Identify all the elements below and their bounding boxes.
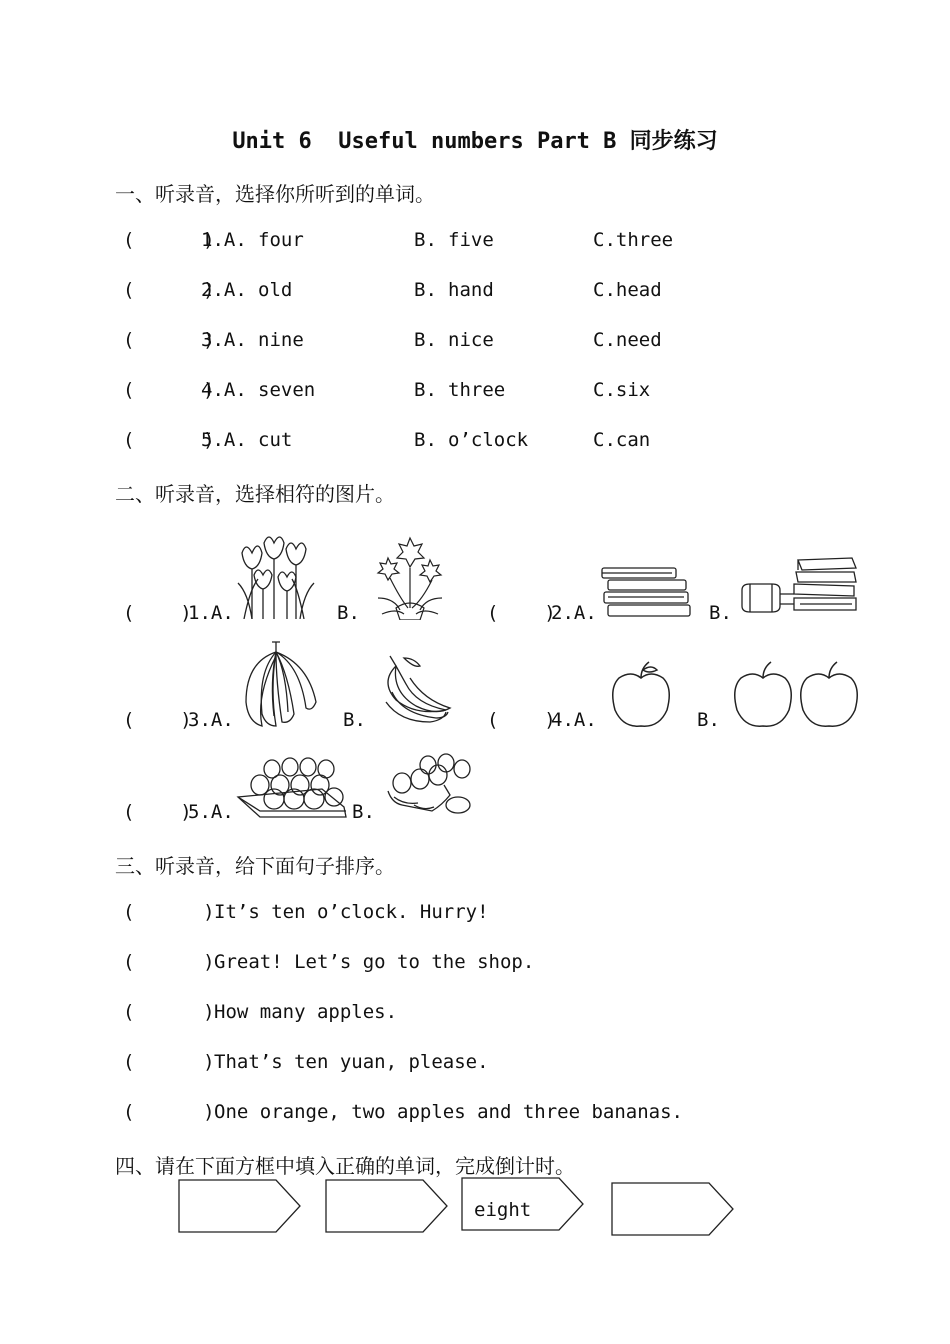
section-4-heading: 四、请在下面方框中填入正确的单词，完成倒计时。 bbox=[115, 1154, 575, 1178]
section-3-heading: 三、听录音，给下面句子排序。 bbox=[115, 854, 395, 878]
book-stack-large-icon[interactable] bbox=[740, 554, 860, 620]
answer-paren[interactable]: ( ) bbox=[123, 901, 215, 923]
option-b-label: B. bbox=[414, 279, 437, 301]
lilies-icon[interactable] bbox=[370, 528, 450, 620]
question-number: 3.A. bbox=[201, 329, 247, 351]
option-c: C.head bbox=[593, 279, 662, 301]
sentence-text: One orange, two apples and three bananas. bbox=[214, 1101, 683, 1123]
one-apple-icon[interactable] bbox=[610, 660, 672, 730]
section-2-heading: 二、听录音，选择相符的图片。 bbox=[115, 482, 395, 506]
option-a: four bbox=[258, 229, 304, 251]
page-title: Unit 6 Useful numbers Part B 同步练习 bbox=[232, 129, 718, 154]
option-b-label: B. bbox=[414, 229, 437, 251]
answer-paren[interactable]: ( ) bbox=[123, 951, 215, 973]
option-c: C.can bbox=[593, 429, 651, 451]
answer-paren[interactable]: ( ) bbox=[123, 1001, 215, 1023]
answer-paren[interactable]: ( ) bbox=[123, 709, 192, 731]
answer-paren[interactable]: ( ) bbox=[123, 429, 215, 451]
option-b: nice bbox=[448, 329, 494, 351]
banana-bunch-small-icon[interactable] bbox=[374, 652, 454, 726]
option-b: three bbox=[448, 379, 506, 401]
answer-paren[interactable]: ( ) bbox=[487, 602, 556, 624]
sentence-text: That’s ten yuan, please. bbox=[214, 1051, 489, 1073]
countdown-box-text: eight bbox=[474, 1199, 532, 1221]
answer-paren[interactable]: ( ) bbox=[123, 602, 192, 624]
question-number: 4.A. bbox=[201, 379, 247, 401]
answer-paren[interactable]: ( ) bbox=[487, 709, 556, 731]
countdown-box[interactable] bbox=[325, 1179, 449, 1237]
option-b: five bbox=[448, 229, 494, 251]
answer-paren[interactable]: ( ) bbox=[123, 1051, 215, 1073]
option-b-label: B. bbox=[337, 602, 360, 624]
option-b-label: B. bbox=[709, 602, 732, 624]
question-number: 5.A. bbox=[201, 429, 247, 451]
book-stack-small-icon[interactable] bbox=[598, 564, 694, 620]
section-1-heading: 一、听录音，选择你所听到的单词。 bbox=[115, 182, 435, 206]
question-number: 1.A. bbox=[201, 229, 247, 251]
tulips-icon[interactable] bbox=[234, 523, 318, 619]
answer-paren[interactable]: ( ) bbox=[123, 379, 215, 401]
option-a: cut bbox=[258, 429, 293, 451]
sentence-text: How many apples. bbox=[214, 1001, 398, 1023]
option-a: nine bbox=[258, 329, 304, 351]
option-b-label: B. bbox=[343, 709, 366, 731]
answer-paren[interactable]: ( ) bbox=[123, 801, 192, 823]
two-apples-icon[interactable] bbox=[732, 660, 860, 730]
question-number: 2.A. bbox=[551, 602, 597, 624]
egg-carton-full-icon[interactable] bbox=[236, 757, 348, 819]
option-b-label: B. bbox=[414, 429, 437, 451]
answer-paren[interactable]: ( ) bbox=[123, 279, 215, 301]
option-a: seven bbox=[258, 379, 316, 401]
countdown-box[interactable] bbox=[178, 1179, 302, 1237]
option-b: hand bbox=[448, 279, 494, 301]
option-b-label: B. bbox=[414, 329, 437, 351]
banana-bunch-large-icon[interactable] bbox=[236, 638, 322, 730]
question-number: 3.A. bbox=[188, 709, 234, 731]
egg-carton-half-icon[interactable] bbox=[384, 753, 474, 819]
question-number: 4.A. bbox=[551, 709, 597, 731]
option-b-label: B. bbox=[352, 801, 375, 823]
option-b-label: B. bbox=[414, 379, 437, 401]
question-number: 1.A. bbox=[188, 602, 234, 624]
option-c: C.need bbox=[593, 329, 662, 351]
answer-paren[interactable]: ( ) bbox=[123, 1101, 215, 1123]
answer-paren[interactable]: ( ) bbox=[123, 329, 215, 351]
sentence-text: It’s ten o’clock. Hurry! bbox=[214, 901, 489, 923]
option-c: C.six bbox=[593, 379, 651, 401]
countdown-box[interactable] bbox=[461, 1177, 585, 1235]
option-c: C.three bbox=[593, 229, 674, 251]
option-b-label: B. bbox=[697, 709, 720, 731]
answer-paren[interactable]: ( ) bbox=[123, 229, 215, 251]
question-number: 2.A. bbox=[201, 279, 247, 301]
option-a: old bbox=[258, 279, 293, 301]
sentence-text: Great! Let’s go to the shop. bbox=[214, 951, 535, 973]
question-number: 5.A. bbox=[188, 801, 234, 823]
countdown-box[interactable] bbox=[611, 1182, 735, 1240]
option-b: o’clock bbox=[448, 429, 529, 451]
